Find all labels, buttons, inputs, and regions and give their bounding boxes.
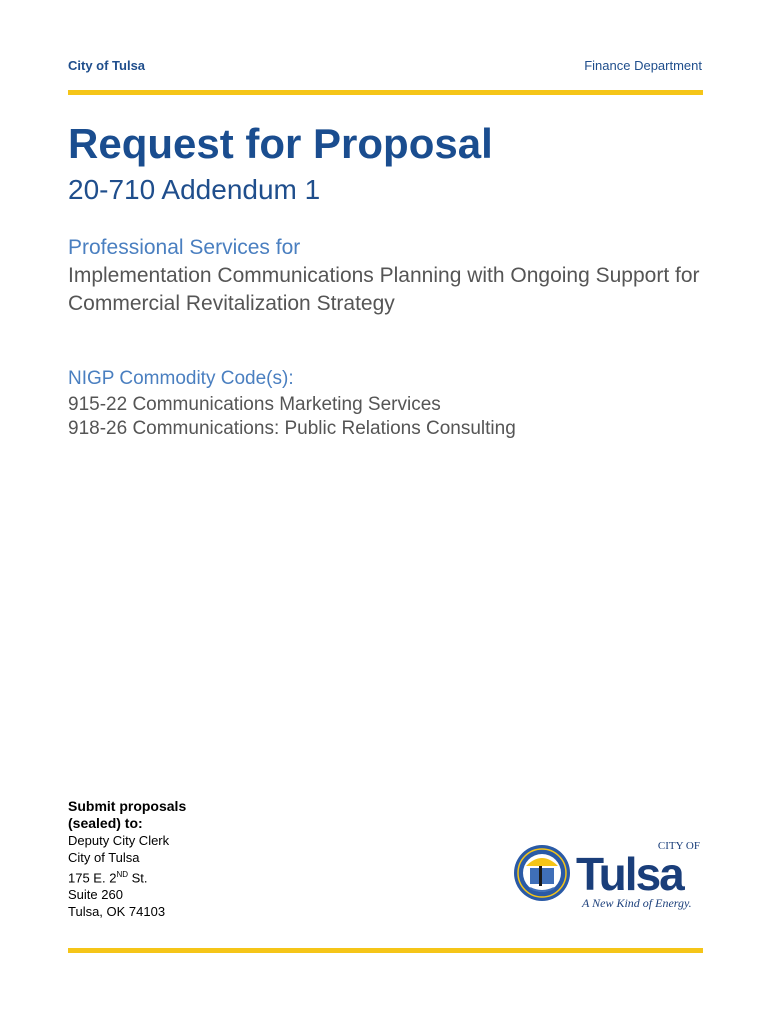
- services-label: Professional Services for: [68, 236, 301, 259]
- street-suffix: St.: [128, 870, 148, 886]
- street-prefix: 175 E. 2: [68, 870, 117, 886]
- address-line: Deputy City Clerk: [68, 833, 170, 848]
- address-street: [68, 866, 218, 886]
- top-rule: [68, 90, 703, 95]
- nigp-code-item: 915-22 Communications Marketing Services: [68, 394, 441, 415]
- logo-city-of: CITY OF: [657, 840, 700, 852]
- submit-heading: Submit proposals (sealed) to:: [68, 798, 187, 831]
- logo-wordmark: Tulsa: [576, 848, 683, 900]
- services-description: Implementation Communications Planning with Ongoing Support for Commercial Revitalization Strategy: [68, 264, 700, 315]
- city-seal-icon: [514, 845, 570, 901]
- page-title: Request for Proposal: [68, 120, 493, 167]
- header-left: City of Tulsa: [68, 58, 146, 73]
- city-of-tulsa-logo: [512, 832, 712, 918]
- bottom-rule: [68, 948, 703, 953]
- rfp-number: 20-710 Addendum 1: [68, 174, 321, 205]
- address-line: City of Tulsa: [68, 850, 140, 865]
- address-line: Tulsa, OK 74103: [68, 904, 166, 920]
- nigp-code-list: [68, 393, 516, 441]
- logo-tagline: A New Kind of Energy.: [582, 896, 692, 910]
- address-line: Suite 260: [68, 887, 123, 903]
- street-superscript: ND: [116, 870, 128, 879]
- header-right: Finance Department: [584, 58, 702, 73]
- submit-block: [68, 798, 218, 920]
- nigp-label: NIGP Commodity Code(s):: [68, 368, 294, 389]
- nigp-code-item: 918-26 Communications: Public Relations Consulting: [68, 418, 516, 439]
